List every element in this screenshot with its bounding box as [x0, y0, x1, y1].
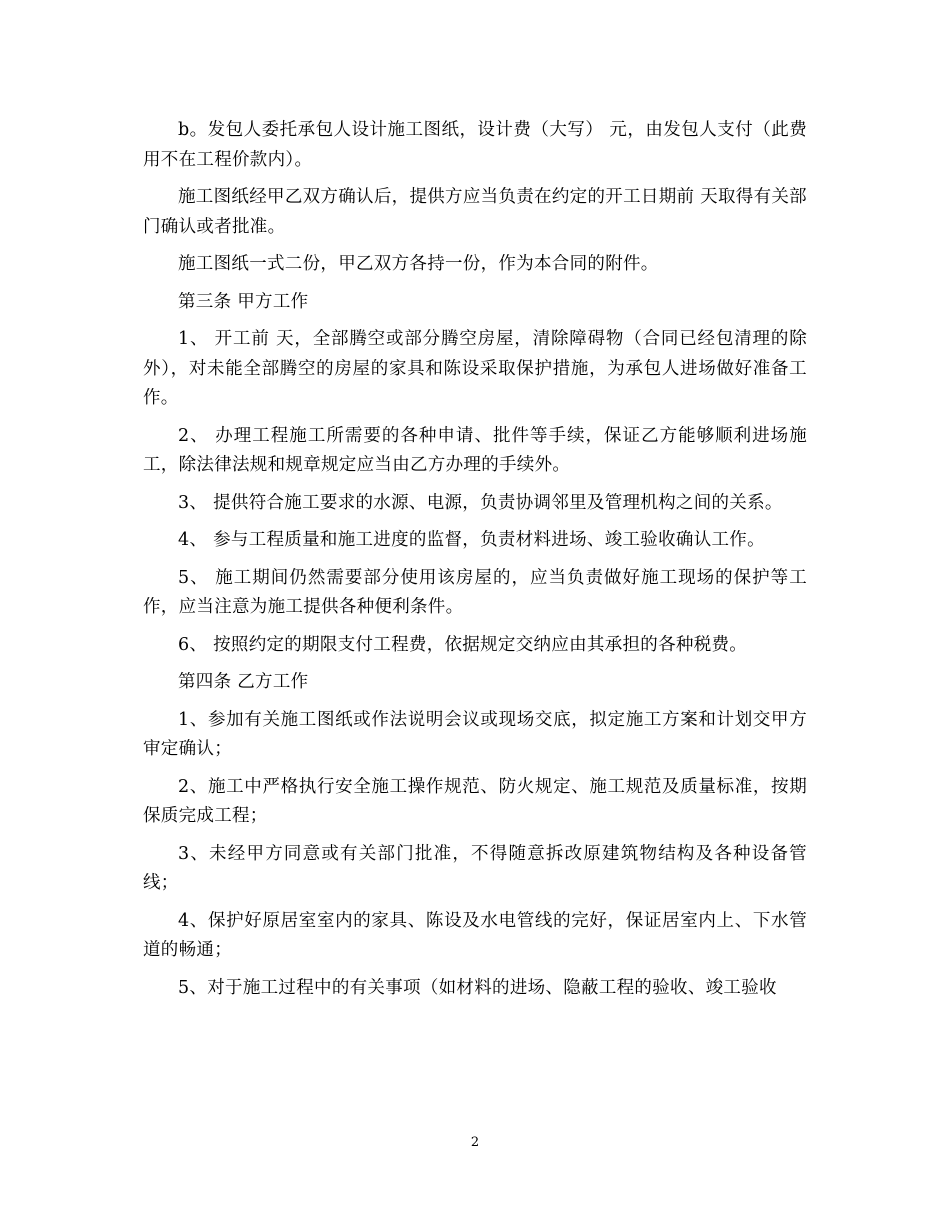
paragraph-party-b-item-1: 1、参加有关施工图纸或作法说明会议或现场交底，拟定施工方案和计划交甲方审定确认； [143, 709, 807, 759]
section-heading-party-a: 第三条 甲方工作 [178, 291, 309, 312]
paragraph-party-b-item-5: 5、对于施工过程中的有关事项（如材料的进场、隐蔽工程的验收、竣工验收 [178, 977, 777, 998]
paragraph-party-a-item-3: 3、 提供符合施工要求的水源、电源，负责协调邻里及管理机构之间的关系。 [178, 492, 783, 513]
paragraph-party-a-item-1: 1、 开工前 天，全部腾空或部分腾空房屋，清除障碍物（合同已经包清理的除外），对未能全部腾空的房屋的家具和陈设采取保护措施，为承包人进场做好准备工作。 [143, 329, 807, 408]
page-number: 2 [470, 1135, 480, 1150]
paragraph-party-b-item-3: 3、未经甲方同意或有关部门批准，不得随意拆改原建筑物结构及各种设备管线； [143, 843, 807, 893]
paragraph-design-fee: b。发包人委托承包人设计施工图纸，设计费（大写） 元，由发包人支付（此费用不在工程价款内）。 [143, 120, 807, 170]
paragraph-party-b-item-2: 2、施工中严格执行安全施工操作规范、防火规定、施工规范及质量标准，按期保质完成工程； [143, 776, 807, 826]
paragraph-party-a-item-4: 4、 参与工程质量和施工进度的监督，负责材料进场、竣工验收确认工作。 [178, 530, 765, 550]
section-heading-party-b: 第四条 乙方工作 [178, 672, 309, 692]
document-body [143, 116, 807, 1011]
paragraph-party-b-item-4: 4、保护好原居室室内的家具、陈设及水电管线的完好，保证居室内上、下水管道的畅通； [143, 910, 807, 960]
paragraph-drawing-copies: 施工图纸一式二份，甲乙双方各持一份，作为本合同的附件。 [178, 254, 659, 274]
paragraph-party-a-item-5: 5、 施工期间仍然需要部分使用该房屋的，应当负责做好施工现场的保护等工作，应当注意为施工提供各种便利条件。 [143, 567, 807, 617]
paragraph-party-a-item-2: 2、 办理工程施工所需要的各种申请、批件等手续，保证乙方能够顺利进场施工，除法律法规和规章规定应当由乙方办理的手续外。 [143, 425, 807, 475]
paragraph-drawing-approval: 施工图纸经甲乙双方确认后，提供方应当负责在约定的开工日期前 天取得有关部门确认或者批准。 [143, 187, 807, 237]
paragraph-party-a-item-6: 6、 按照约定的期限支付工程费，依据规定交纳应由其承担的各种税费。 [178, 634, 748, 655]
